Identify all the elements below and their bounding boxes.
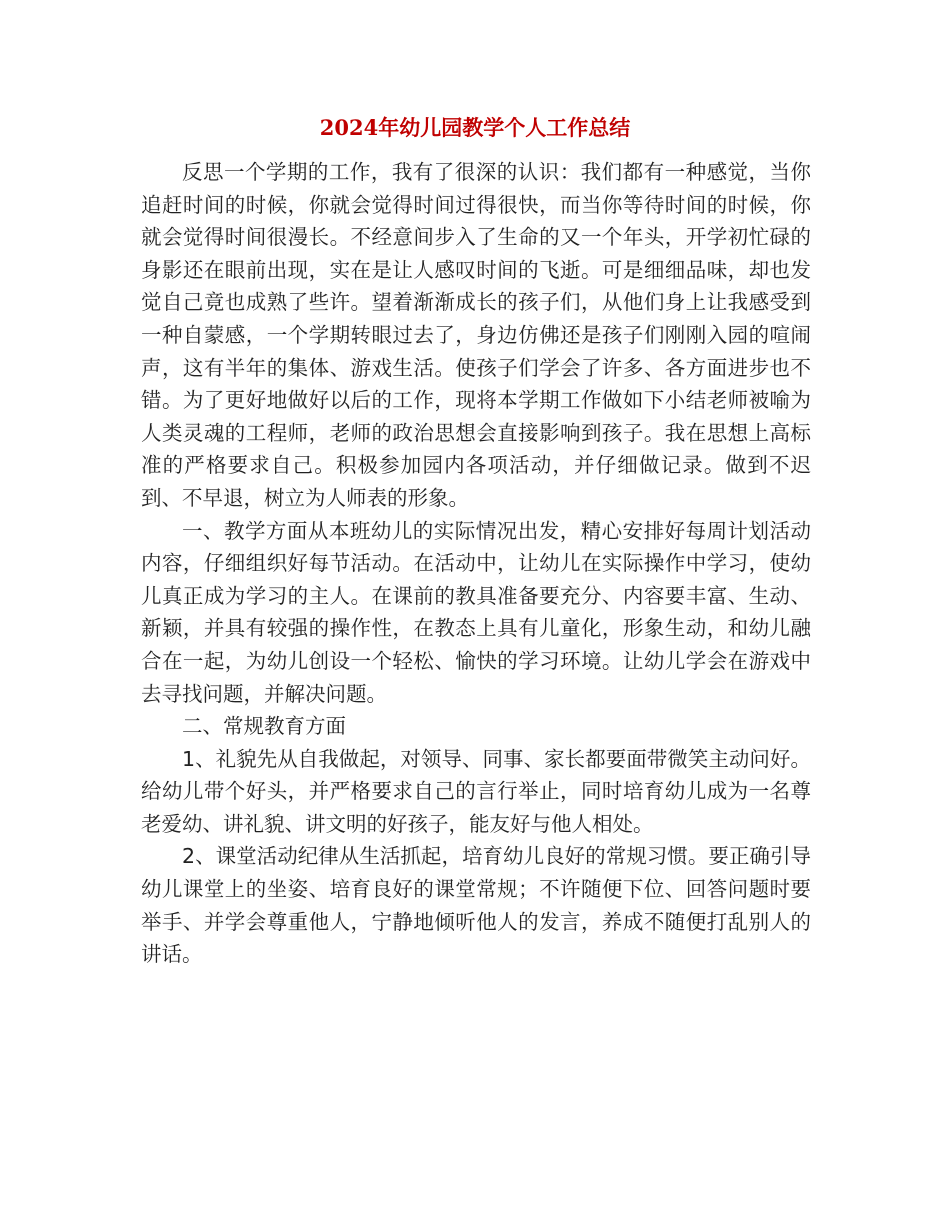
paragraph-courtesy: 1、礼貌先从自我做起，对领导、同事、家长都要面带微笑主动问好。给幼儿带个好头，并严格要求自己的言行举止，同时培育幼儿成为一名尊老爱幼、讲礼貌、讲文明的好孩子，能友好与他人相处。 bbox=[141, 746, 811, 836]
paragraph-intro: 反思一个学期的工作，我有了很深的认识：我们都有一种感觉，当你追赶时间的时候，你就会觉得时间过得很快，而当你等待时间的时候，你就会觉得时间很漫长。不经意间步入了生命的又一个年头，开学初忙碌的身影还在眼前出现，实在是让人感叹时间的飞逝。可是细细品味，却也发觉自己竟也成熟了些许。望着渐渐成长的孩子们，从他们身上让我感受到一种自蒙感，一个学期转眼过去了，身边仿佛还是孩子们刚刚入园的喧闹声，这有半年的集体、游戏生活。使孩子们学会了许多、各方面进步也不错。为了更好地做好以后的工作，现将本学期工作做如下小结老师被喻为人类灵魂的工程师，老师的政治思想会直接影响到孩子。我在思想上高标准的严格要求自己。积极参加园内各项活动，并仔细做记录。做到不迟到、不早退，树立为人师表的形象。 bbox=[141, 160, 811, 510]
document-body bbox=[141, 156, 811, 971]
paragraph-teaching: 一、教学方面从本班幼儿的实际情况出发，精心安排好每周计划活动内容，仔细组织好每节活动。在活动中，让幼儿在实际操作中学习，使幼儿真正成为学习的主人。在课前的教具准备要充分、内容要丰富、生动、新颖，并具有较强的操作性，在教态上具有儿童化，形象生动，和幼儿融合在一起，为幼儿创设一个轻松、愉快的学习环境。让幼儿学会在游戏中去寻找问题，并解决问题。 bbox=[141, 518, 811, 706]
section-heading-routine: 二、常规教育方面 bbox=[182, 714, 346, 739]
paragraph-discipline: 2、课堂活动纪律从生活抓起，培育幼儿良好的常规习惯。要正确引导幼儿课堂上的坐姿、培育良好的课堂常规；不许随便下位、回答问题时要举手、并学会尊重他人，宁静地倾听他人的发言，养成不随便打乱别人的讲话。 bbox=[141, 844, 811, 967]
document-title: 2024年幼儿园教学个人工作总结 bbox=[319, 115, 631, 140]
